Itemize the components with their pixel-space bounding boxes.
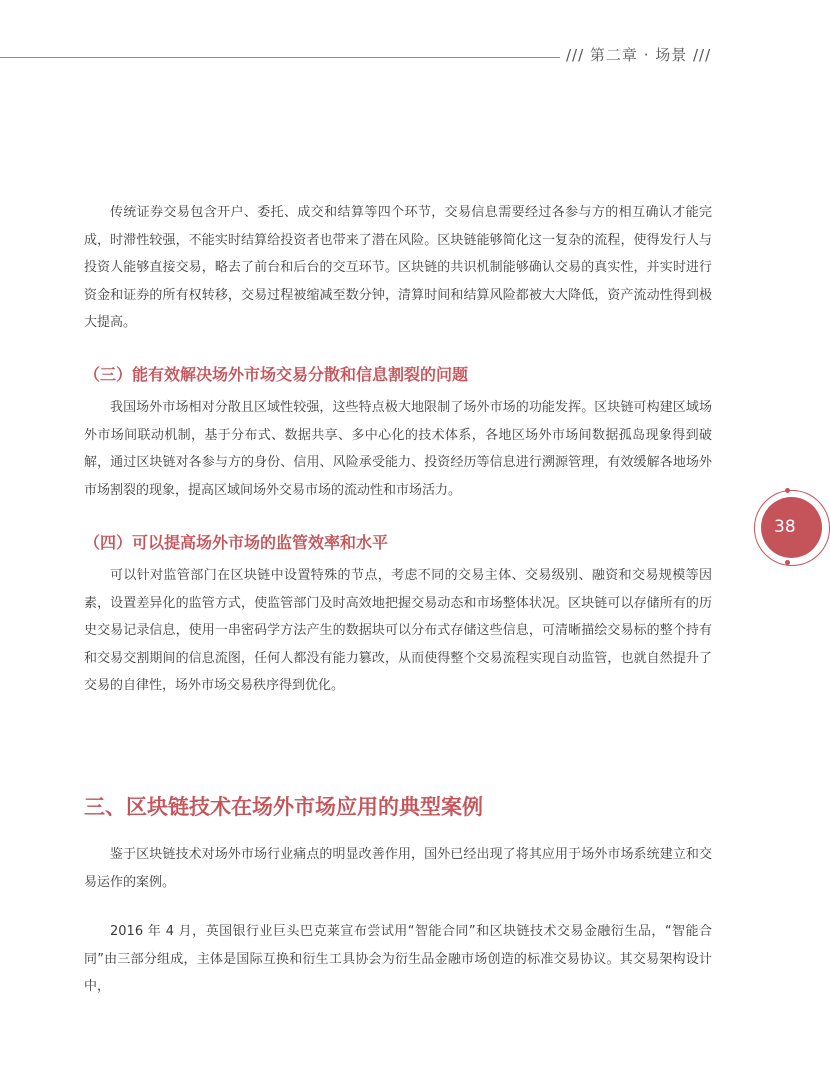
paragraph-supervision: 可以针对监管部门在区块链中设置特殊的节点，考虑不同的交易主体、交易级别、融资和交易规模等因素，设置差异化的监管方式，使监管部门及时高效地把握交易动态和市场整体状况。区块链可以存储所有的历史交易记录信息，使用一串密码学方法产生的数据块可以分布式存储这些信息，可清晰描绘交易标的整个持有和交易交割期间的信息流图，任何人都没有能力篡改，从而使得整个交易流程实现自动监管，也就自然提升了交易的自律性，场外市场交易秩序得到优化。 (84, 568, 712, 693)
section-title: 三、区块链技术在场外市场应用的典型案例 (84, 795, 483, 819)
chapter-header: /// 第二章 · 场景 /// (566, 46, 712, 64)
header-rule (0, 57, 560, 58)
paragraph-fragmentation: 我国场外市场相对分散且区域性较强，这些特点极大地限制了场外市场的功能发挥。区块链可构建区域场外市场间联动机制，基于分布式、数据共享、多中心化的技术体系，各地区场外市场间数据孤岛现象得到破解，通过区块链对各参与方的身份、信用、风险承受能力、投资经历等信息进行溯源管理，有效缓解各地场外市场割裂的现象，提高区域间场外交易市场的流动性和市场活力。 (84, 400, 712, 498)
badge-dot-bottom (785, 560, 790, 565)
paragraph-cases-intro: 鉴于区块链技术对场外市场行业痛点的明显改善作用，国外已经出现了将其应用于场外市场系统建立和交易运作的案例。 (84, 847, 712, 890)
page-number-badge (754, 490, 830, 566)
subheading-four: （四）可以提高场外市场的监管效率和水平 (84, 533, 389, 552)
page-number-circle (761, 497, 822, 558)
badge-dot-top (785, 488, 790, 493)
paragraph-clearing: 传统证券交易包含开户、委托、成交和结算等四个环节，交易信息需要经过各参与方的相互确认才能完成，时滞性较强，不能实时结算给投资者也带来了潜在风险。区块链能够简化这一复杂的流程，使得发行人与投资人能够直接交易，略去了前台和后台的交互环节。区块链的共识机制能够确认交易的真实性，并实时进行资金和证券的所有权转移，交易过程被缩减至数分钟，清算时间和结算风险都被大大降低，资产流动性得到极大提高。 (84, 205, 712, 330)
page-number: 38 (774, 517, 796, 537)
subheading-three: （三）能有效解决场外市场交易分散和信息割裂的问题 (84, 365, 469, 384)
paragraph-barclays: 2016 年 4 月，英国银行业巨头巴克莱宣布尝试用“智能合同”和区块链技术交易金融衍生品，“智能合同”由三部分组成，主体是国际互换和衍生工具协会为衍生品金融市场创造的标准交易协议。其交易架构设计中， (84, 924, 712, 994)
